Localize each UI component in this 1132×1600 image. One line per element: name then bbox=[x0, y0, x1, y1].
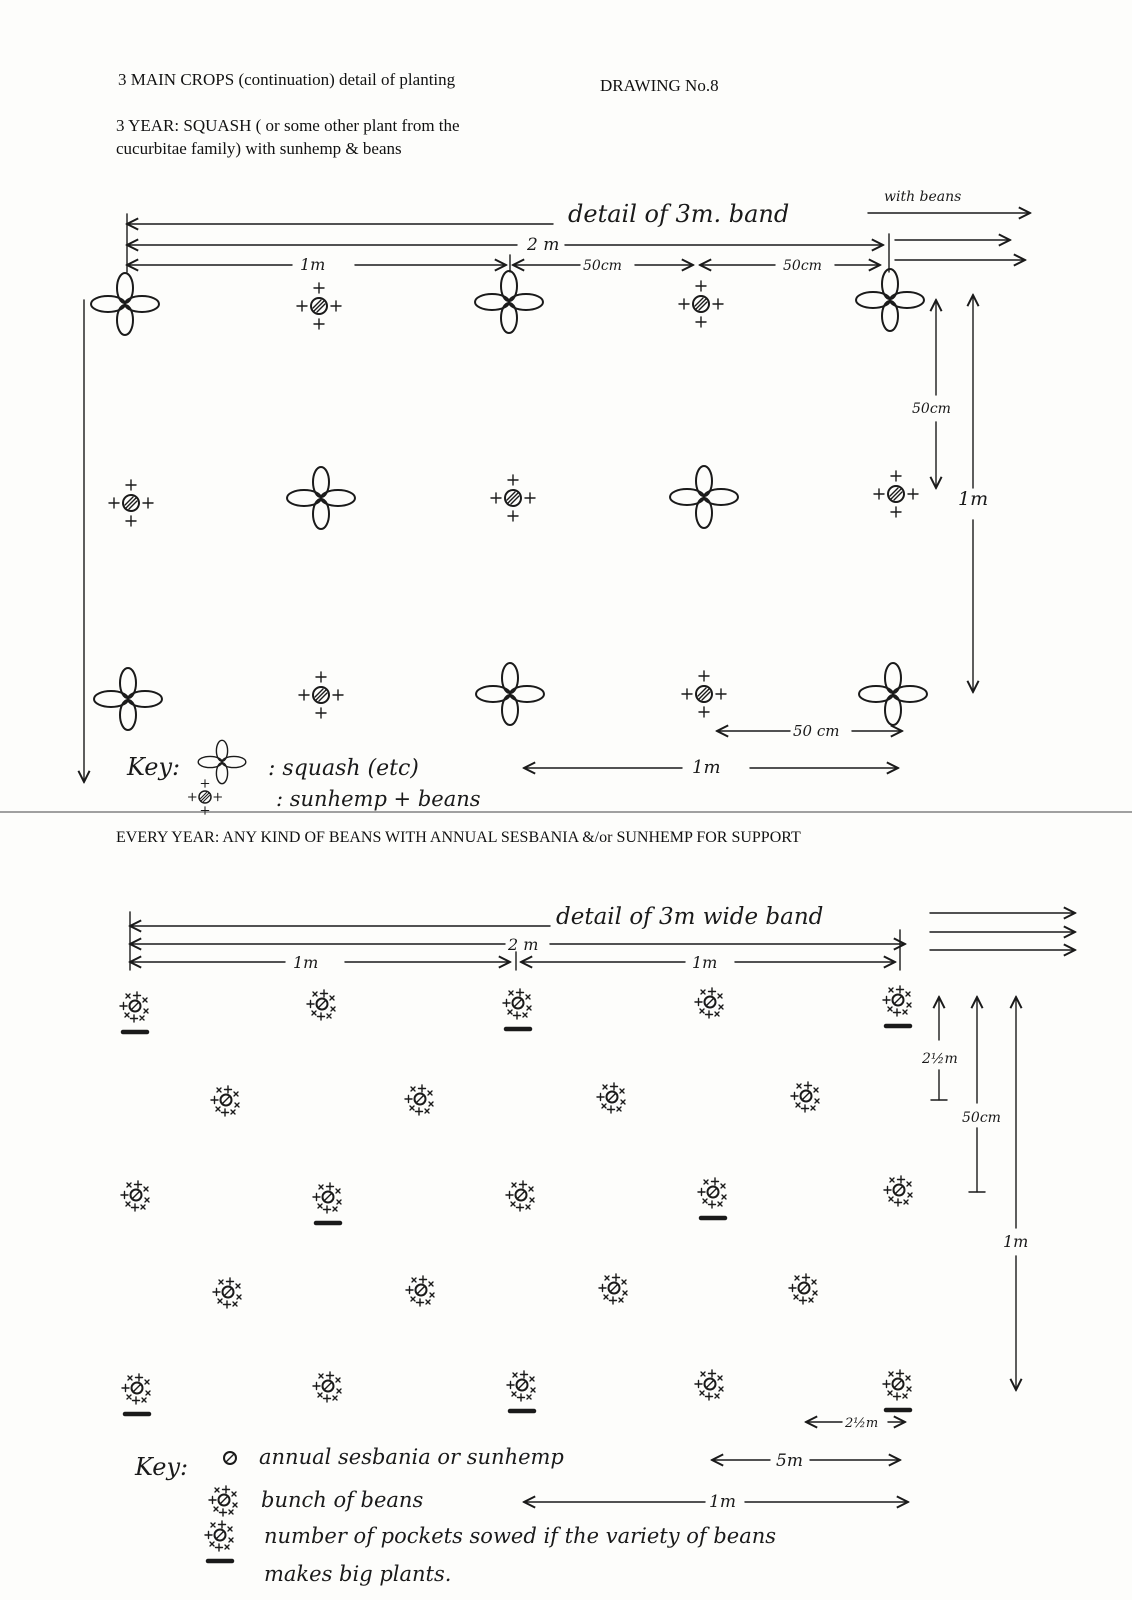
bean-bunch-pockets-icon bbox=[313, 1183, 341, 1223]
squash-icon bbox=[670, 466, 738, 528]
bean-bunch-pockets-icon bbox=[698, 1178, 726, 1218]
bean-bunch-icon bbox=[405, 1085, 433, 1115]
sunhemp-beans-icon bbox=[297, 283, 341, 329]
squash-icon bbox=[475, 271, 543, 333]
section1-dim-1m: 1m bbox=[300, 255, 326, 274]
bean-bunch-pockets-icon bbox=[120, 992, 148, 1032]
bean-bunch-icon bbox=[789, 1274, 817, 1304]
bean-bunch-pockets-icon bbox=[503, 989, 531, 1029]
subtitle-line-2: cucurbitae family) with sunhemp & beans bbox=[116, 139, 402, 158]
squash-icon bbox=[198, 740, 246, 783]
section1-bottom-50cm: 50 cm bbox=[793, 722, 840, 740]
bean-bunch-icon bbox=[884, 1176, 912, 1206]
section2-key bbox=[134, 1445, 803, 1586]
section2-side-50cm: 50cm bbox=[962, 1110, 1001, 1126]
squash-icon bbox=[91, 273, 159, 335]
section2-key-label: Key: bbox=[135, 1453, 189, 1481]
sesbania-icon bbox=[224, 1452, 236, 1464]
page-title: 3 MAIN CROPS (continuation) detail of planting bbox=[118, 70, 456, 89]
section2-side-2half: 2½m bbox=[922, 1051, 958, 1067]
section1-dim-50cm-a: 50cm bbox=[583, 258, 622, 274]
section1-side-50cm: 50cm bbox=[912, 401, 951, 417]
bean-bunch-icon bbox=[695, 988, 723, 1018]
section2-dim-1m-b: 1m bbox=[692, 953, 718, 972]
section1-dim-50cm-b: 50cm bbox=[783, 258, 822, 274]
bean-bunch-pockets-icon bbox=[883, 986, 911, 1026]
sunhemp-beans-icon bbox=[109, 480, 153, 526]
section2-side-1m: 1m bbox=[1003, 1232, 1029, 1251]
bean-bunch-icon bbox=[599, 1274, 627, 1304]
section1-band-label: detail of 3m. band bbox=[568, 200, 790, 228]
bean-bunch-icon bbox=[313, 1372, 341, 1402]
section1-band-note: with beans bbox=[884, 189, 962, 205]
bean-bunch-icon bbox=[406, 1276, 434, 1306]
bean-bunch-icon bbox=[791, 1082, 819, 1112]
bean-bunch-icon bbox=[213, 1278, 241, 1308]
sunhemp-beans-icon bbox=[874, 471, 918, 517]
bean-bunch-pockets-icon bbox=[883, 1370, 911, 1410]
sunhemp-beans-icon bbox=[299, 672, 343, 718]
section2-band-label: detail of 3m wide band bbox=[556, 904, 824, 930]
section2-heading: EVERY YEAR: ANY KIND OF BEANS WITH ANNUAL SESBANIA &/or SUNHEMP FOR SUPPORT bbox=[116, 829, 801, 846]
section1-plant-grid bbox=[91, 269, 927, 730]
section2-key-pockets-line1: number of pockets sowed if the variety of beans bbox=[264, 1524, 777, 1548]
bean-bunch-icon bbox=[597, 1083, 625, 1113]
bean-bunch-icon bbox=[121, 1181, 149, 1211]
bean-bunch-pockets-icon bbox=[507, 1371, 535, 1411]
bean-bunch-icon bbox=[506, 1181, 534, 1211]
section2-key-sesbania: annual sesbania or sunhemp bbox=[259, 1445, 564, 1469]
section1-key-1m: 1m bbox=[692, 757, 721, 778]
bean-bunch-pockets-icon bbox=[205, 1521, 233, 1561]
section2-key-beans: bunch of beans bbox=[261, 1488, 424, 1512]
squash-icon bbox=[287, 467, 355, 529]
section2-plant-grid bbox=[120, 986, 912, 1414]
sunhemp-beans-icon bbox=[189, 780, 222, 815]
section1-key-squash: : squash (etc) bbox=[268, 756, 419, 781]
bean-bunch-icon bbox=[695, 1370, 723, 1400]
sunhemp-beans-icon bbox=[491, 475, 535, 521]
bean-bunch-icon bbox=[211, 1086, 239, 1116]
squash-icon bbox=[94, 668, 162, 730]
section2-key-5m: 5m bbox=[776, 1451, 803, 1471]
bean-bunch-icon bbox=[307, 990, 335, 1020]
section2-dimensions bbox=[130, 912, 1075, 1502]
sunhemp-beans-icon bbox=[679, 281, 723, 327]
drawing-number: DRAWING No.8 bbox=[600, 76, 719, 95]
squash-icon bbox=[859, 663, 927, 725]
section2-key-1m: 1m bbox=[709, 1492, 736, 1512]
section1-key bbox=[126, 740, 721, 814]
section1-key-label: Key: bbox=[127, 753, 181, 781]
section2-bottom-2half: 2½m bbox=[845, 1416, 879, 1431]
sunhemp-beans-icon bbox=[682, 671, 726, 717]
section2-dim-2m: 2 m bbox=[508, 935, 539, 954]
section2-dim-1m-a: 1m bbox=[293, 953, 319, 972]
bean-bunch-pockets-icon bbox=[122, 1374, 150, 1414]
subtitle-line-1: 3 YEAR: SQUASH ( or some other plant from the bbox=[116, 116, 460, 135]
section1-side-1m: 1m bbox=[958, 488, 989, 510]
bean-bunch-icon bbox=[209, 1486, 237, 1516]
section2-key-pockets-line2: makes big plants. bbox=[264, 1562, 452, 1586]
section1-dim-2m: 2 m bbox=[527, 235, 560, 255]
section1-key-sunhemp: : sunhemp + beans bbox=[276, 787, 481, 811]
squash-icon bbox=[856, 269, 924, 331]
squash-icon bbox=[476, 663, 544, 725]
